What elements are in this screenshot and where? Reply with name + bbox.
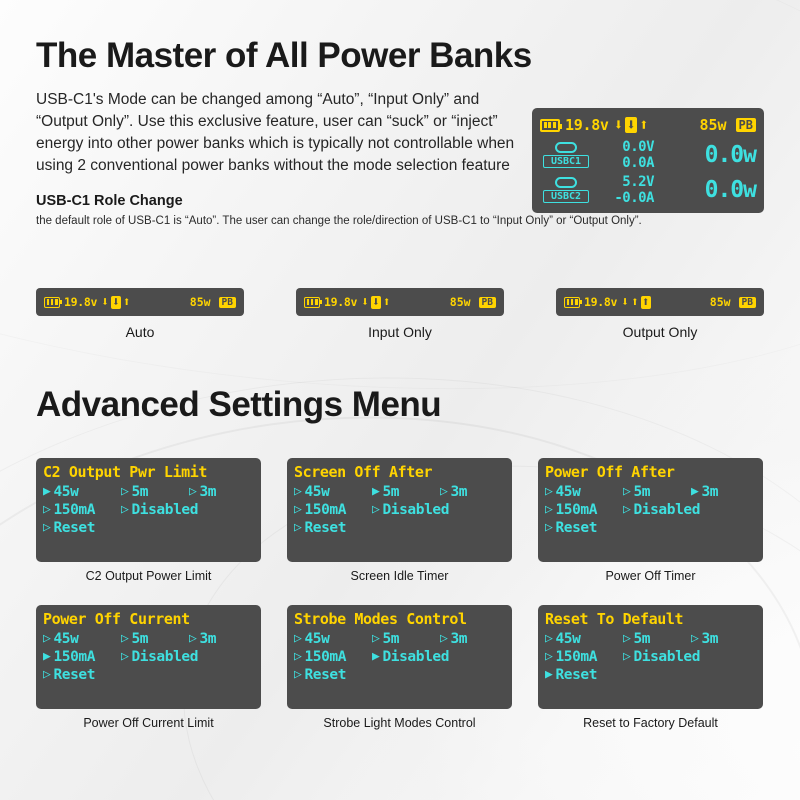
menu-option-label: 45w xyxy=(304,483,330,500)
menu-option-label: 3m xyxy=(199,483,217,500)
role-power: 85w xyxy=(709,295,731,309)
role-label-output: Output Only xyxy=(622,324,698,340)
arrow-down-icon: ⬇ xyxy=(621,294,629,310)
menu-option-label: 5m xyxy=(633,630,651,647)
arrow-up-icon: ⬆ xyxy=(638,115,649,134)
caret-icon: ▷ xyxy=(545,649,553,665)
caret-icon: ▷ xyxy=(121,649,129,665)
battery-icon xyxy=(304,297,320,308)
caret-icon: ▷ xyxy=(43,502,51,518)
menu-option-label: 150mA xyxy=(555,501,598,518)
battery-icon xyxy=(44,297,60,308)
role-arrows xyxy=(361,296,390,309)
menu-title: Power Off After xyxy=(545,463,675,481)
menu-title: Strobe Modes Control xyxy=(294,610,467,628)
menu-option-150ma[interactable] xyxy=(545,502,623,518)
menu-option-label: 5m xyxy=(382,630,400,647)
menu-option-45w[interactable] xyxy=(43,631,121,647)
menu-option-150ma[interactable] xyxy=(294,649,372,665)
menu-option-label: 45w xyxy=(53,630,79,647)
page-title: The Master of All Power Banks xyxy=(36,36,532,75)
role-input-only xyxy=(296,288,504,340)
menu-lcd xyxy=(287,605,512,709)
menu-row-top xyxy=(294,631,505,647)
menu-option-label: 5m xyxy=(131,630,149,647)
menu-option-5m[interactable] xyxy=(623,484,691,500)
lcd-total-power: 85w xyxy=(699,116,727,134)
caret-icon: ▷ xyxy=(294,631,302,647)
arrow-down-icon: ⬇ xyxy=(613,115,624,134)
caret-icon: ▶ xyxy=(43,649,51,665)
menu-cell xyxy=(287,458,512,583)
role-lcd-output xyxy=(556,288,764,316)
menu-option-disabled[interactable] xyxy=(623,502,700,518)
menu-caption: Reset to Factory Default xyxy=(583,716,718,730)
menu-cell xyxy=(538,605,763,730)
menu-option-label: Disabled xyxy=(382,648,450,665)
role-lcd-auto xyxy=(36,288,244,316)
menu-option-label: 3m xyxy=(450,483,468,500)
caret-icon: ▷ xyxy=(545,520,553,536)
menu-option-45w[interactable] xyxy=(294,631,372,647)
menu-lcd xyxy=(538,458,763,562)
caret-icon: ▷ xyxy=(440,631,448,647)
menu-row-top xyxy=(545,484,756,500)
port-label-2: USBC2 xyxy=(543,190,589,203)
menu-option-disabled[interactable] xyxy=(623,649,700,665)
menu-option-label: Disabled xyxy=(382,501,450,518)
menu-row-bot xyxy=(43,520,254,536)
lcd-port-row-1 xyxy=(540,139,756,171)
caret-icon: ▷ xyxy=(372,631,380,647)
role-label-auto: Auto xyxy=(125,324,155,340)
menu-option-3m[interactable] xyxy=(189,631,216,647)
caret-icon: ▷ xyxy=(43,667,51,683)
caret-icon: ▷ xyxy=(294,520,302,536)
menu-option-150ma[interactable] xyxy=(43,502,121,518)
caret-icon: ▷ xyxy=(294,502,302,518)
caret-icon: ▷ xyxy=(43,520,51,536)
menu-row-bot xyxy=(294,667,505,683)
arrow-down-icon: ⬇ xyxy=(101,294,109,310)
menu-row-top xyxy=(294,484,505,500)
caret-icon: ▷ xyxy=(623,649,631,665)
menu-row-top xyxy=(43,631,254,647)
menu-option-reset[interactable] xyxy=(43,520,95,536)
menu-option-150ma[interactable] xyxy=(545,649,623,665)
caret-icon: ▷ xyxy=(372,502,380,518)
menu-title: Power Off Current xyxy=(43,610,190,628)
menu-row-top xyxy=(545,631,756,647)
menu-option-disabled[interactable] xyxy=(121,649,198,665)
menu-option-45w[interactable] xyxy=(545,631,623,647)
role-label-input: Input Only xyxy=(368,324,432,340)
menu-option-reset[interactable] xyxy=(545,520,597,536)
menu-option-3m[interactable] xyxy=(189,484,216,500)
role-voltage: 19.8v xyxy=(324,295,358,309)
menu-option-label: Disabled xyxy=(131,648,199,665)
menu-option-label: 45w xyxy=(53,483,79,500)
menu-option-3m[interactable] xyxy=(691,484,718,500)
menu-option-5m[interactable] xyxy=(121,484,189,500)
port-2-amps: -0.0A xyxy=(614,190,654,206)
menu-caption: Strobe Light Modes Control xyxy=(323,716,476,730)
menu-caption: Screen Idle Timer xyxy=(350,569,449,583)
menu-lcd xyxy=(287,458,512,562)
menu-option-label: Disabled xyxy=(633,648,701,665)
menu-lcd xyxy=(36,458,261,562)
menu-title: Reset To Default xyxy=(545,610,684,628)
section-subtext: the default role of USB-C1 is “Auto”. The user can change the role/direction of USB-C1 to “Input Only” or “Output Only”. xyxy=(36,214,642,227)
menu-caption: C2 Output Power Limit xyxy=(85,569,212,583)
menu-option-3m[interactable] xyxy=(691,631,718,647)
role-pb-badge: PB xyxy=(479,297,496,308)
caret-icon: ▷ xyxy=(623,484,631,500)
lcd-port-row-2 xyxy=(540,174,756,206)
caret-icon: ▶ xyxy=(691,484,699,500)
menu-cell xyxy=(36,458,261,583)
menu-option-label: Disabled xyxy=(633,501,701,518)
usb-c-port-icon xyxy=(555,142,577,153)
caret-icon: ▷ xyxy=(294,649,302,665)
menu-option-label: 3m xyxy=(701,483,719,500)
menu-option-5m[interactable] xyxy=(623,631,691,647)
menu-option-5m[interactable] xyxy=(372,484,440,500)
usb-c-port-icon xyxy=(555,177,577,188)
arrow-boxed-down-icon: ⬇ xyxy=(111,294,120,310)
role-pb-badge: PB xyxy=(219,297,236,308)
role-power: 85w xyxy=(189,295,211,309)
arrow-boxed-icon: ⬇ xyxy=(626,115,636,134)
menu-option-label: 150mA xyxy=(304,648,347,665)
menu-option-disabled[interactable] xyxy=(372,502,449,518)
menu-option-label: Reset xyxy=(304,519,347,536)
port-2-volts: 5.2V xyxy=(622,174,654,190)
menu-option-label: Reset xyxy=(555,519,598,536)
menu-option-reset[interactable] xyxy=(43,667,95,683)
menu-option-5m[interactable] xyxy=(121,631,189,647)
menu-option-disabled[interactable] xyxy=(372,649,449,665)
menu-cell xyxy=(36,605,261,730)
menu-option-150ma[interactable] xyxy=(43,649,121,665)
main-lcd-display xyxy=(532,108,764,213)
caret-icon: ▷ xyxy=(440,484,448,500)
menu-row-mid xyxy=(294,649,505,665)
caret-icon: ▷ xyxy=(121,631,129,647)
settings-menu-grid xyxy=(36,458,764,730)
menu-title: C2 Output Pwr Limit xyxy=(43,463,207,481)
role-output-only xyxy=(556,288,764,340)
menu-option-label: 3m xyxy=(701,630,719,647)
menu-option-label: 150mA xyxy=(555,648,598,665)
menu-row-mid xyxy=(43,502,254,518)
arrow-up-icon: ⬆ xyxy=(122,294,131,310)
menu-option-3m[interactable] xyxy=(440,631,467,647)
lcd-direction-arrows xyxy=(614,117,649,133)
lcd-voltage: 19.8v xyxy=(565,116,609,134)
menu-caption: Power Off Current Limit xyxy=(83,716,214,730)
menu-option-label: 150mA xyxy=(304,501,347,518)
menu-option-label: Reset xyxy=(555,666,598,683)
role-arrows xyxy=(621,296,650,309)
menu-option-5m[interactable] xyxy=(372,631,440,647)
menu-option-label: Reset xyxy=(304,666,347,683)
menu-option-label: 5m xyxy=(131,483,149,500)
menu-option-45w[interactable] xyxy=(43,484,121,500)
menu-option-label: 3m xyxy=(199,630,217,647)
menu-option-label: Reset xyxy=(53,519,96,536)
battery-icon xyxy=(540,119,560,132)
role-voltage: 19.8v xyxy=(584,295,618,309)
role-auto xyxy=(36,288,244,340)
battery-icon xyxy=(564,297,580,308)
role-lcd-input xyxy=(296,288,504,316)
menu-option-disabled[interactable] xyxy=(121,502,198,518)
lcd-status-bar xyxy=(540,114,756,136)
caret-icon: ▷ xyxy=(189,484,197,500)
menu-option-label: 5m xyxy=(382,483,400,500)
role-power: 85w xyxy=(449,295,471,309)
caret-icon: ▷ xyxy=(189,631,197,647)
menu-option-150ma[interactable] xyxy=(294,502,372,518)
port-1-volts: 0.0V xyxy=(622,139,654,155)
caret-icon: ▷ xyxy=(121,502,129,518)
caret-icon: ▷ xyxy=(545,502,553,518)
menu-caption: Power Off Timer xyxy=(605,569,696,583)
menu-cell xyxy=(538,458,763,583)
menu-title: Screen Off After xyxy=(294,463,433,481)
menu-option-label: 45w xyxy=(304,630,330,647)
role-change-row xyxy=(36,288,764,340)
caret-icon: ▷ xyxy=(121,484,129,500)
caret-icon: ▷ xyxy=(294,484,302,500)
role-voltage: 19.8v xyxy=(64,295,98,309)
caret-icon: ▷ xyxy=(623,502,631,518)
port-1-amps: 0.0A xyxy=(622,155,654,171)
menu-option-label: 150mA xyxy=(53,501,96,518)
arrow-up-icon: ⬆ xyxy=(382,294,391,310)
caret-icon: ▶ xyxy=(372,484,380,500)
port-1-watts: 0.0w xyxy=(704,142,756,168)
lcd-pb-badge: PB xyxy=(736,118,756,132)
menu-option-label: 5m xyxy=(633,483,651,500)
caret-icon: ▷ xyxy=(623,631,631,647)
menu-row-bot xyxy=(43,667,254,683)
menu-section-title: Advanced Settings Menu xyxy=(36,385,442,424)
intro-paragraph: USB-C1's Mode can be changed among “Auto”, “Input Only” and “Output Only”. Use this exclusive feature, user can “suck” or “inject” energy into other power banks which is typically not controllable when using 2 conventional power banks without the mode selection feature xyxy=(36,90,515,174)
menu-row-mid xyxy=(43,649,254,665)
menu-option-label: 150mA xyxy=(53,648,96,665)
menu-option-reset[interactable] xyxy=(545,667,597,683)
menu-option-3m[interactable] xyxy=(440,484,467,500)
menu-lcd xyxy=(538,605,763,709)
port-label-1: USBC1 xyxy=(543,155,589,168)
caret-icon: ▷ xyxy=(691,631,699,647)
menu-row-mid xyxy=(545,502,756,518)
menu-option-45w[interactable] xyxy=(294,484,372,500)
menu-option-45w[interactable] xyxy=(545,484,623,500)
arrow-boxed-down-icon: ⬇ xyxy=(371,294,380,310)
role-pb-badge: PB xyxy=(739,297,756,308)
menu-row-top xyxy=(43,484,254,500)
menu-option-label: 45w xyxy=(555,630,581,647)
menu-row-mid xyxy=(294,502,505,518)
caret-icon: ▷ xyxy=(294,667,302,683)
menu-option-reset[interactable] xyxy=(294,520,346,536)
caret-icon: ▶ xyxy=(372,649,380,665)
menu-row-bot xyxy=(294,520,505,536)
menu-lcd xyxy=(36,605,261,709)
caret-icon: ▷ xyxy=(545,631,553,647)
menu-row-bot xyxy=(545,520,756,536)
menu-option-label: 45w xyxy=(555,483,581,500)
menu-option-reset[interactable] xyxy=(294,667,346,683)
menu-row-bot xyxy=(545,667,756,683)
menu-row-mid xyxy=(545,649,756,665)
caret-icon: ▷ xyxy=(545,484,553,500)
menu-cell xyxy=(287,605,512,730)
menu-option-label: Disabled xyxy=(131,501,199,518)
arrow-up-icon: ⬆ xyxy=(630,294,639,310)
menu-option-label: Reset xyxy=(53,666,96,683)
menu-option-label: 3m xyxy=(450,630,468,647)
arrow-down-icon: ⬇ xyxy=(361,294,369,310)
port-2-watts: 0.0w xyxy=(704,177,756,203)
role-arrows xyxy=(101,296,130,309)
arrow-boxed-up-icon: ⬆ xyxy=(641,294,650,310)
section-subheading: USB-C1 Role Change xyxy=(36,192,183,209)
caret-icon: ▶ xyxy=(545,667,553,683)
caret-icon: ▷ xyxy=(43,631,51,647)
caret-icon: ▶ xyxy=(43,484,51,500)
